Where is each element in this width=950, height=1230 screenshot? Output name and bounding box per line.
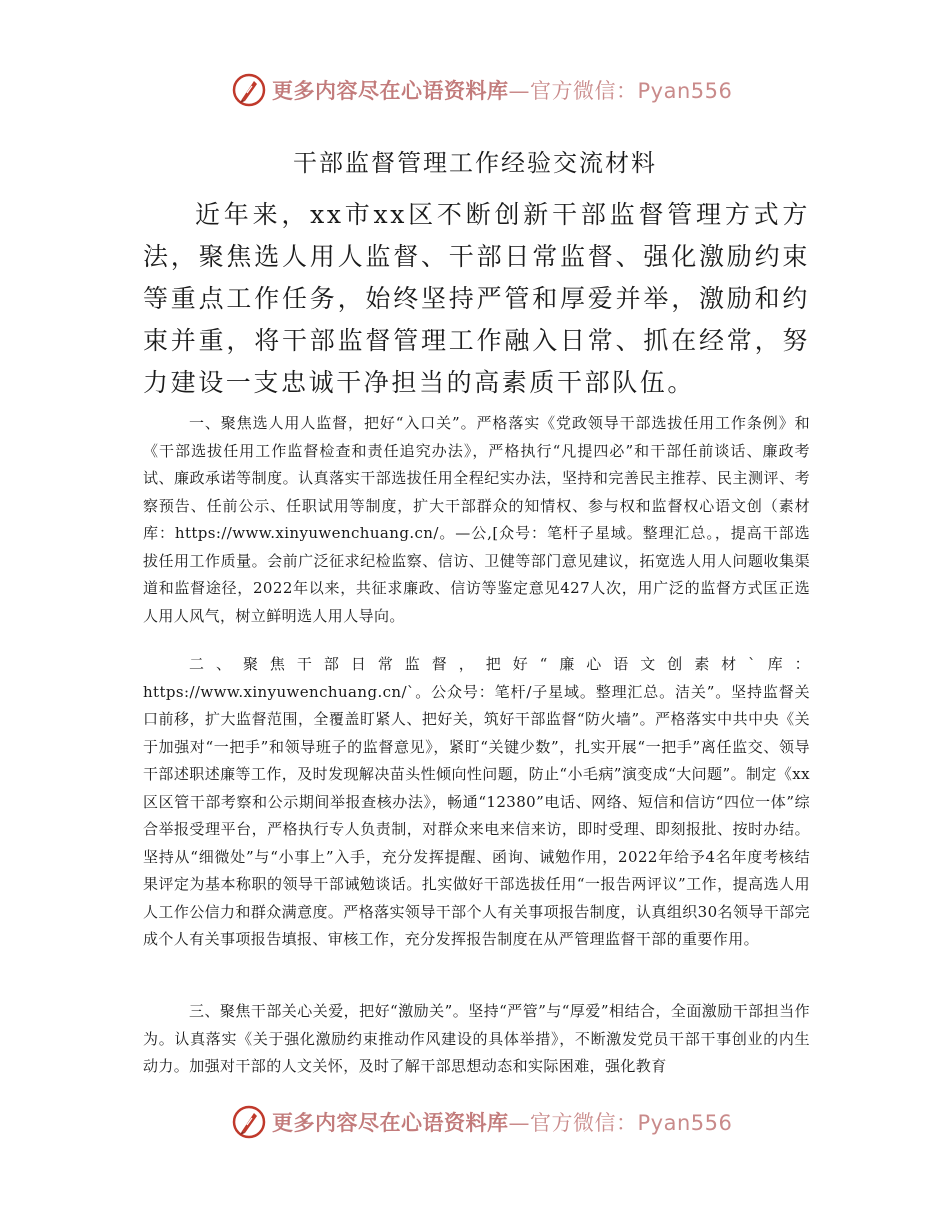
intro-paragraph: 近年来，xx市xx区不断创新干部监督管理方式方法，聚焦选人用人监督、干部日常监督、强化激励约束等重点工作任务，始终坚持严管和厚爱并举，激励和约束并重，将干部监督管理工作融入日常、抓在经常，努力建设一支忠诚干净担当的高素质干部队伍。: [143, 200, 810, 397]
header-watermark-banner: [232, 70, 732, 110]
footer-watermark-banner: [232, 1102, 732, 1142]
body-paragraph-1: 一、聚焦选人用人监督，把好“入口关”。严格落实《党政领导干部选拔任用工作条例》和《干部选拔任用工作监督检查和责任追究办法》，严格执行“凡提四必”和干部任前谈话、廉政考试、廉政承诺等制度。认真落实干部选拔任用全程纪实办法，坚持和完善民主推荐、民主测评、考察预告、任前公示、任职试用等制度，扩大干部群众的知情权、参与权和监督权心语文创（素材库：https://www.xinyuwenchuang.cn/。—公,[众号：笔杆子星域。整理汇总。，提高干部选拔任用工作质量。会前广泛征求纪检监察、信访、卫健等部门意见建议，拓宽选人用人问题收集渠道和监督途径，2022年以来，共征求廉政、信访等鉴定意见427人次，用广泛的监督方式匡正选人用人风气，树立鲜明选人用人导向。: [143, 414, 810, 625]
body-paragraph-3: 三、聚焦干部关心关爱，把好“激励关”。坚持“严管”与“厚爱”相结合，全面激励干部担当作为。认真落实《关于强化激励约束推动作风建设的具体举措》，不断激发党员干部干事创业的内生动力。加强对干部的人文关怀，及时了解干部思想动态和实际困难，强化教育: [143, 1002, 810, 1075]
document-title: 干部监督管理工作经验交流材料: [293, 149, 657, 177]
banner-text: 更多内容尽在心语资料库—官方微信：Pyan556: [272, 79, 733, 103]
quill-pen-logo-icon: [232, 73, 266, 107]
quill-pen-logo-icon: [232, 1105, 266, 1139]
body-paragraph-2: 二、聚焦干部日常监督，把好“廉心语文创素材`库：https://www.xinyuwenchuang.cn/`。公众号：笔杆/子星域。整理汇总。洁关”。坚持监督关口前移，扩大监督范围，全覆盖盯紧人、把好关，筑好干部监督“防火墙”。严格落实中共中央《关于加强对“一把手”和领导班子的监督意见》，紧盯“关键少数”，扎实开展“一把手”离任监交、领导干部述职述廉等工作，及时发现解决苗头性倾向性问题，防止“小毛病”演变成“大问题”。制定《xx区区管干部考察和公示期间举报查核办法》，畅通“12380”电话、网络、短信和信访“四位一体”综合举报受理平台，严格执行专人负责制，对群众来电来信来访，即时受理、即刻报批、按时办结。坚持从“细微处”与“小事上”入手，充分发挥提醒、函询、诫勉作用，2022年给予4名年度考核结果评定为基本称职的领导干部诫勉谈话。扎实做好干部选拔任用“一报告两评议”工作，提高选人用人工作公信力和群众满意度。严格落实领导干部个人有关事项报告制度，认真组织30名领导干部完成个人有关事项报告填报、审核工作，充分发挥报告制度在从严管理监督干部的重要作用。: [143, 655, 810, 948]
banner-text: 更多内容尽在心语资料库—官方微信：Pyan556: [272, 1111, 733, 1135]
